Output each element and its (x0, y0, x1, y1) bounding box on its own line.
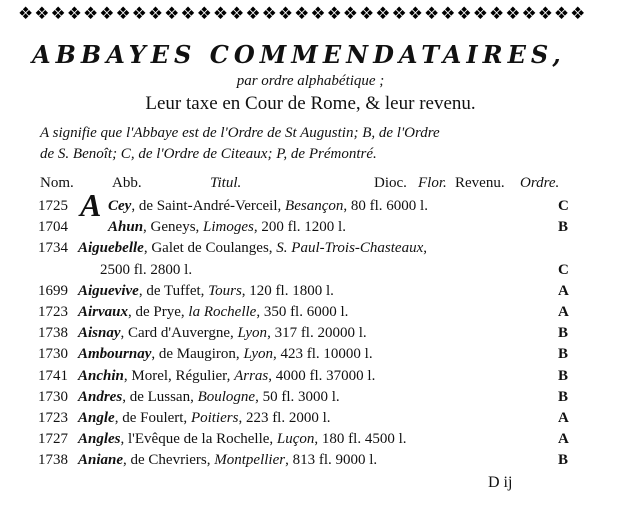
entry-text (78, 323, 367, 344)
abbey-name: Aiguebelle (78, 240, 144, 257)
list-item (0, 238, 621, 259)
entry-amounts: , 180 fl. 4500 l. (314, 431, 407, 448)
drop-cap: A (80, 187, 102, 223)
entry-diocese: Besançon (285, 198, 344, 214)
entry-text (78, 238, 427, 259)
entry-amounts: , 80 fl. 6000 l. (343, 198, 428, 214)
abbey-name: Ahun (108, 219, 144, 236)
tax-line: Leur taxe en Cour de Rome, & leur revenu. (145, 93, 476, 114)
catchword: D ij (488, 474, 513, 491)
entry-amounts: , 813 fl. 9000 l. (285, 452, 378, 469)
entry-diocese: S. Paul-Trois-Chasteaux (276, 240, 424, 257)
entry-amounts: , 4000 fl. 37000 l. (268, 367, 376, 384)
abbey-name: Airvaux (78, 303, 129, 320)
entry-year: 1738 (38, 325, 68, 342)
abbey-list (0, 187, 621, 471)
entry-text (78, 429, 407, 450)
header-nom: Nom. (40, 175, 74, 191)
entry-diocese: Montpellier (214, 452, 286, 469)
entry-rest: , Card d'Auvergne, (120, 325, 238, 342)
list-item (0, 323, 621, 344)
abbey-name: Anchin (78, 367, 124, 384)
entry-text (78, 387, 340, 408)
entry-amounts: , 350 fl. 6000 l. (256, 303, 349, 320)
list-item (0, 344, 621, 365)
entry-order: B (558, 325, 569, 342)
entry-rest: , de Chevriers, (123, 452, 215, 469)
entry-text (100, 260, 192, 281)
subtitle: par ordre alphabétique ; (236, 73, 385, 89)
entry-year: 1723 (38, 303, 68, 320)
abbey-name: Angle (78, 409, 115, 426)
entry-rest: , Geneys, (143, 219, 204, 236)
entry-rest: , de Maugiron, (151, 346, 244, 363)
entry-diocese: la Rochelle (188, 303, 257, 320)
abbey-name: Aisnay (78, 325, 121, 342)
entry-rest: , de Lussan, (122, 388, 198, 405)
entry-year: 1704 (38, 219, 68, 236)
list-item (0, 387, 621, 408)
entry-amounts: , 423 fl. 10000 l. (273, 346, 373, 363)
entry-text (108, 217, 346, 238)
entry-diocese: Lyon (243, 346, 273, 363)
entry-text (78, 366, 375, 387)
list-item (0, 366, 621, 387)
entry-diocese: Limoges (203, 219, 254, 236)
abbey-name: Ambournay (78, 346, 152, 363)
abbey-name: Angles (78, 431, 121, 448)
list-item (0, 429, 621, 450)
entry-text (108, 196, 428, 217)
abbey-name: Andres (78, 388, 123, 405)
entry-rest: , de Tuffet, (138, 282, 209, 299)
entry-text (78, 408, 331, 429)
header-revenu: Revenu. (455, 175, 505, 191)
entry-rest: , l'Evêque de la Rochelle, (120, 431, 277, 448)
entry-amounts: , 200 fl. 1200 l. (253, 219, 346, 236)
ornamental-border: ❖❖❖❖❖❖❖❖❖❖❖❖❖❖❖❖❖❖❖❖❖❖❖❖❖❖❖❖❖❖❖❖❖❖❖ (18, 4, 587, 24)
entry-order: B (558, 346, 569, 363)
entry-order: B (558, 452, 569, 469)
entry-amounts: , 317 fl. 20000 l. (267, 325, 367, 342)
abbey-name: Cey (108, 198, 132, 214)
entry-year: 1734 (38, 240, 68, 257)
entry-rest: , de Saint-André-Verceil, (131, 198, 286, 214)
entry-year: 1738 (38, 452, 68, 469)
entry-year: 1725 (38, 198, 68, 214)
entry-year: 1727 (38, 431, 68, 448)
entry-order: B (558, 388, 569, 405)
entry-diocese: Poitiers (190, 409, 239, 426)
list-item (0, 187, 621, 223)
header-dioc: Dioc. (374, 175, 407, 191)
list-item (0, 408, 621, 429)
entry-order: C (558, 261, 569, 278)
entry-year: 1741 (38, 367, 68, 384)
list-item (0, 217, 621, 238)
abbey-name: Aiguevive (78, 282, 139, 299)
header-abb: Abb. (112, 175, 142, 191)
entry-text (78, 344, 373, 365)
entry-year: 1730 (38, 346, 68, 363)
legend-line-2: de S. Benoît; C, de l'Ordre de Citeaux; P, de Prémontré. (40, 146, 377, 162)
entry-order: A (558, 303, 569, 320)
entry-amounts: , 223 fl. 2000 l. (238, 409, 331, 426)
entry-year: 1730 (38, 388, 68, 405)
header-ordre: Ordre. (520, 175, 560, 191)
entry-order: A (558, 431, 569, 448)
list-item (0, 281, 621, 302)
entry-diocese: Arras (234, 367, 269, 384)
page-title: ABBAYES COMMENDATAIRES, (32, 40, 566, 69)
header-flor: Flor. (418, 175, 447, 191)
list-item (0, 260, 621, 281)
entry-rest: , de Foulert, (114, 409, 191, 426)
header-titul: Titul. (210, 175, 242, 191)
entry-diocese: Lyon (237, 325, 268, 342)
entry-year: 1723 (38, 409, 68, 426)
entry-diocese: Boulogne (197, 388, 256, 405)
entry-rest: , de Prye, (128, 303, 189, 320)
entry-order: A (558, 409, 569, 426)
entry-amounts: , 120 fl. 1800 l. (241, 282, 334, 299)
entry-amounts: , 50 fl. 3000 l. (255, 388, 340, 405)
entry-order: A (558, 282, 569, 299)
entry-rest: 2500 fl. 2800 l. (100, 261, 193, 278)
entry-order: B (558, 367, 569, 384)
entry-text (78, 450, 377, 471)
entry-order: B (558, 219, 569, 236)
list-item (0, 450, 621, 471)
entry-text (78, 302, 348, 323)
list-item (0, 302, 621, 323)
entry-order: C (558, 198, 569, 214)
entry-text (78, 281, 334, 302)
entry-amounts: , (423, 240, 427, 257)
entry-diocese: Luçon (276, 431, 315, 448)
entry-rest: , Morel, Régulier, (123, 367, 235, 384)
legend-line-1: A signifie que l'Abbaye est de l'Ordre de St Augustin; B, de l'Ordre (40, 125, 440, 141)
abbey-name: Aniane (78, 452, 124, 469)
entry-rest: , Galet de Coulanges, (143, 240, 277, 257)
entry-year: 1699 (38, 282, 68, 299)
entry-diocese: Tours (208, 282, 242, 299)
